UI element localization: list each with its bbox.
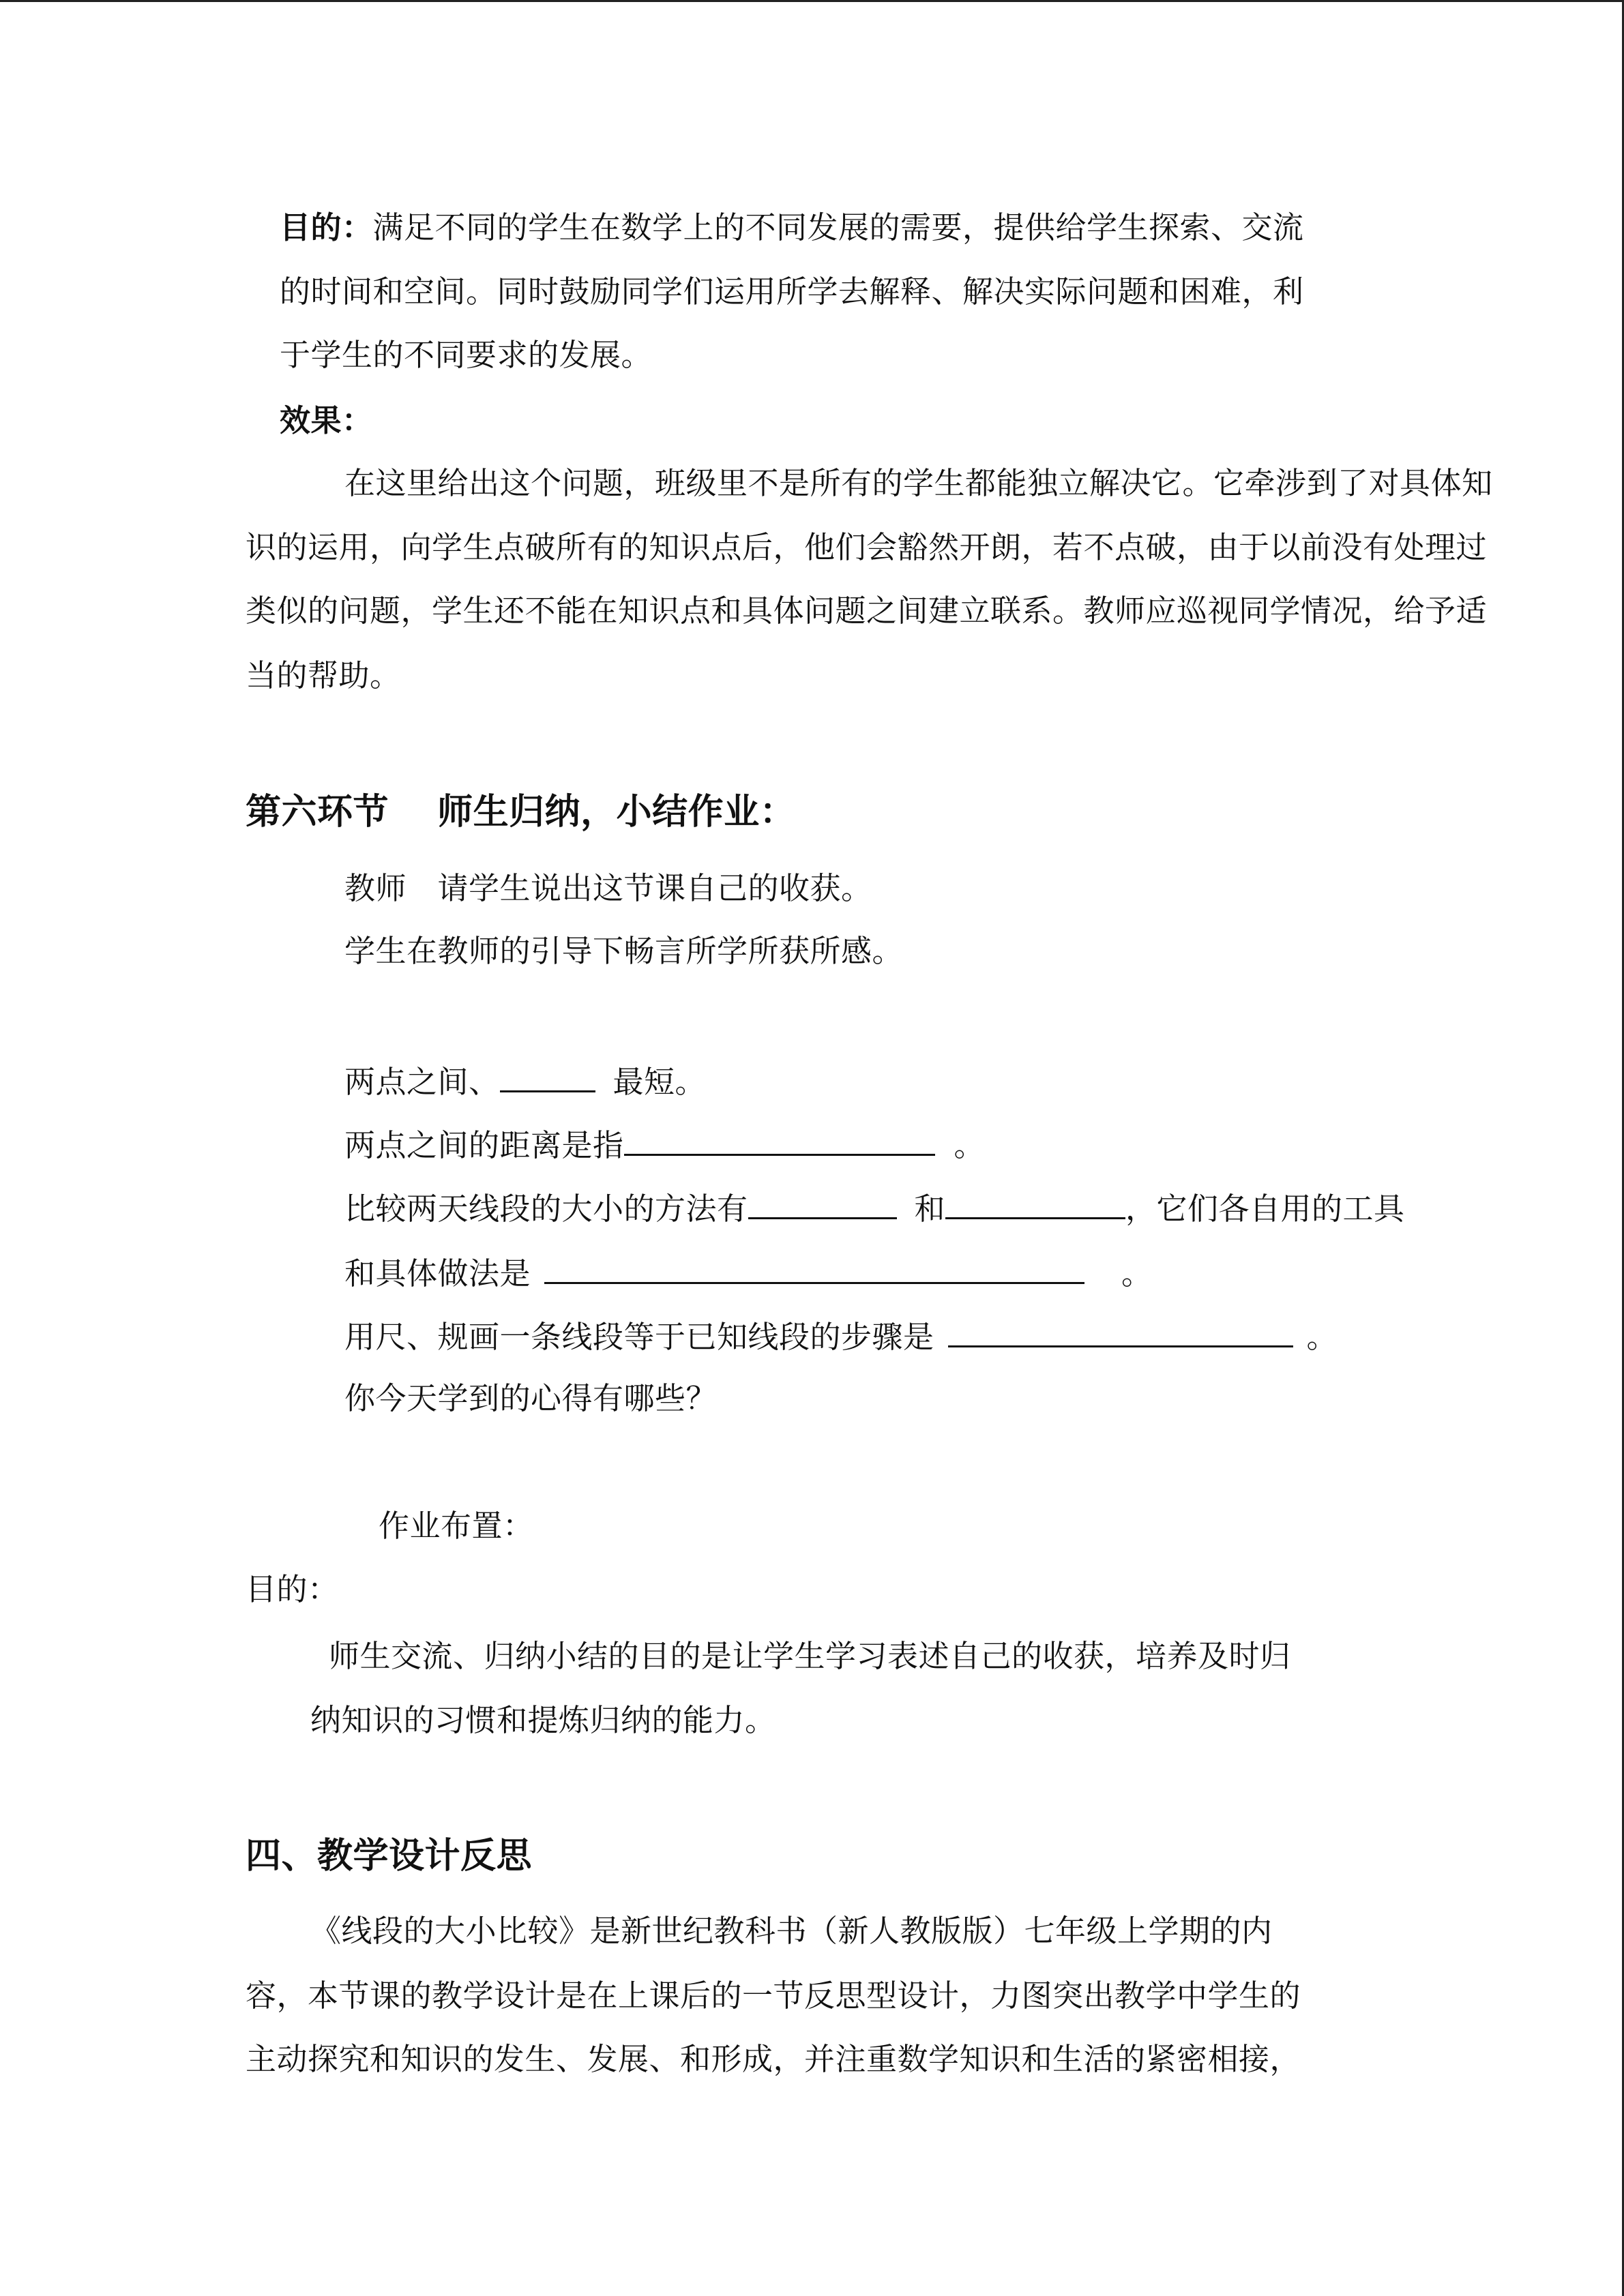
reflection-line3: 主动探究和知识的发生、发展、和形成，并注重数学知识和生活的紧密相接， xyxy=(246,2041,1301,2077)
review-question-2 xyxy=(344,1124,985,1165)
purpose-two-line2: 纳知识的习惯和提炼归纳的能力。 xyxy=(310,1702,776,1738)
purpose-paragraph-line1 xyxy=(280,209,1304,247)
purpose-two-line1: 师生交流、归纳小结的目的是让学生学习表述自己的收获，培养及时归 xyxy=(329,1638,1291,1674)
question-text: 用尺、规画一条线段等于已知线段的步骤是 xyxy=(344,1319,934,1355)
review-question-3 xyxy=(344,1187,1405,1228)
review-question-4 xyxy=(344,1252,1153,1293)
effect-paragraph-line3: 类似的问题，学生还不能在知识点和具体问题之间建立联系。教师应巡视同学情况，给予适 xyxy=(246,593,1488,629)
answer-blank[interactable] xyxy=(500,1060,595,1092)
question-text: ，它们各自用的工具 xyxy=(1125,1191,1405,1227)
review-question-6: 你今天学到的心得有哪些？ xyxy=(344,1380,718,1416)
student-response: 学生在教师的引导下畅言所学所获所感。 xyxy=(344,933,904,969)
answer-blank[interactable] xyxy=(948,1315,1293,1347)
section-four-heading: 四、教学设计反思 xyxy=(246,1835,533,1877)
purpose-two-label: 目的： xyxy=(246,1571,339,1607)
question-text: 和具体做法是 xyxy=(344,1255,531,1292)
purpose-label: 目的： xyxy=(280,209,373,245)
question-text: 两点之间、 xyxy=(344,1064,500,1100)
question-text: 比较两天线段的大小的方法有 xyxy=(344,1191,748,1227)
question-text: 最短。 xyxy=(612,1064,707,1100)
teacher-instruction: 教师 请学生说出这节课自己的收获。 xyxy=(344,870,872,906)
review-question-1 xyxy=(344,1060,706,1101)
reflection-line1: 《线段的大小比较》是新世纪教科书（新人教版版）七年级上学期的内 xyxy=(310,1913,1273,1949)
purpose-paragraph-line3: 于学生的不同要求的发展。 xyxy=(280,337,653,373)
review-question-5 xyxy=(344,1315,1338,1356)
section-six-heading: 第六环节 师生归纳，小结作业： xyxy=(246,791,796,833)
homework-label: 作业布置： xyxy=(379,1508,534,1544)
question-text: 。 xyxy=(1121,1255,1153,1292)
reflection-line2: 容，本节课的教学设计是在上课后的一节反思型设计，力图突出教学中学生的 xyxy=(246,1978,1301,2014)
question-text: 两点之间的距离是指 xyxy=(344,1127,624,1163)
purpose-paragraph-line2: 的时间和空间。同时鼓励同学们运用所学去解释、解决实际问题和困难，利 xyxy=(280,273,1304,310)
answer-blank[interactable] xyxy=(544,1252,1084,1284)
answer-blank[interactable] xyxy=(624,1124,935,1156)
question-text: 和 xyxy=(914,1191,946,1227)
effect-paragraph-line4: 当的帮助。 xyxy=(246,657,401,694)
question-text: 。 xyxy=(1306,1319,1338,1355)
purpose-text: 满足不同的学生在数学上的不同发展的需要，提供给学生探索、交流 xyxy=(372,209,1304,245)
answer-blank[interactable] xyxy=(945,1187,1125,1219)
effect-paragraph-line2: 识的运用，向学生点破所有的知识点后，他们会豁然开朗，若不点破，由于以前没有处理过 xyxy=(246,529,1488,565)
question-text: 。 xyxy=(954,1127,986,1163)
effect-paragraph-line1: 在这里给出这个问题，班级里不是所有的学生都能独立解决它。它牵涉到了对具体知 xyxy=(344,465,1493,501)
answer-blank[interactable] xyxy=(748,1187,897,1219)
effect-label: 效果： xyxy=(280,402,373,438)
